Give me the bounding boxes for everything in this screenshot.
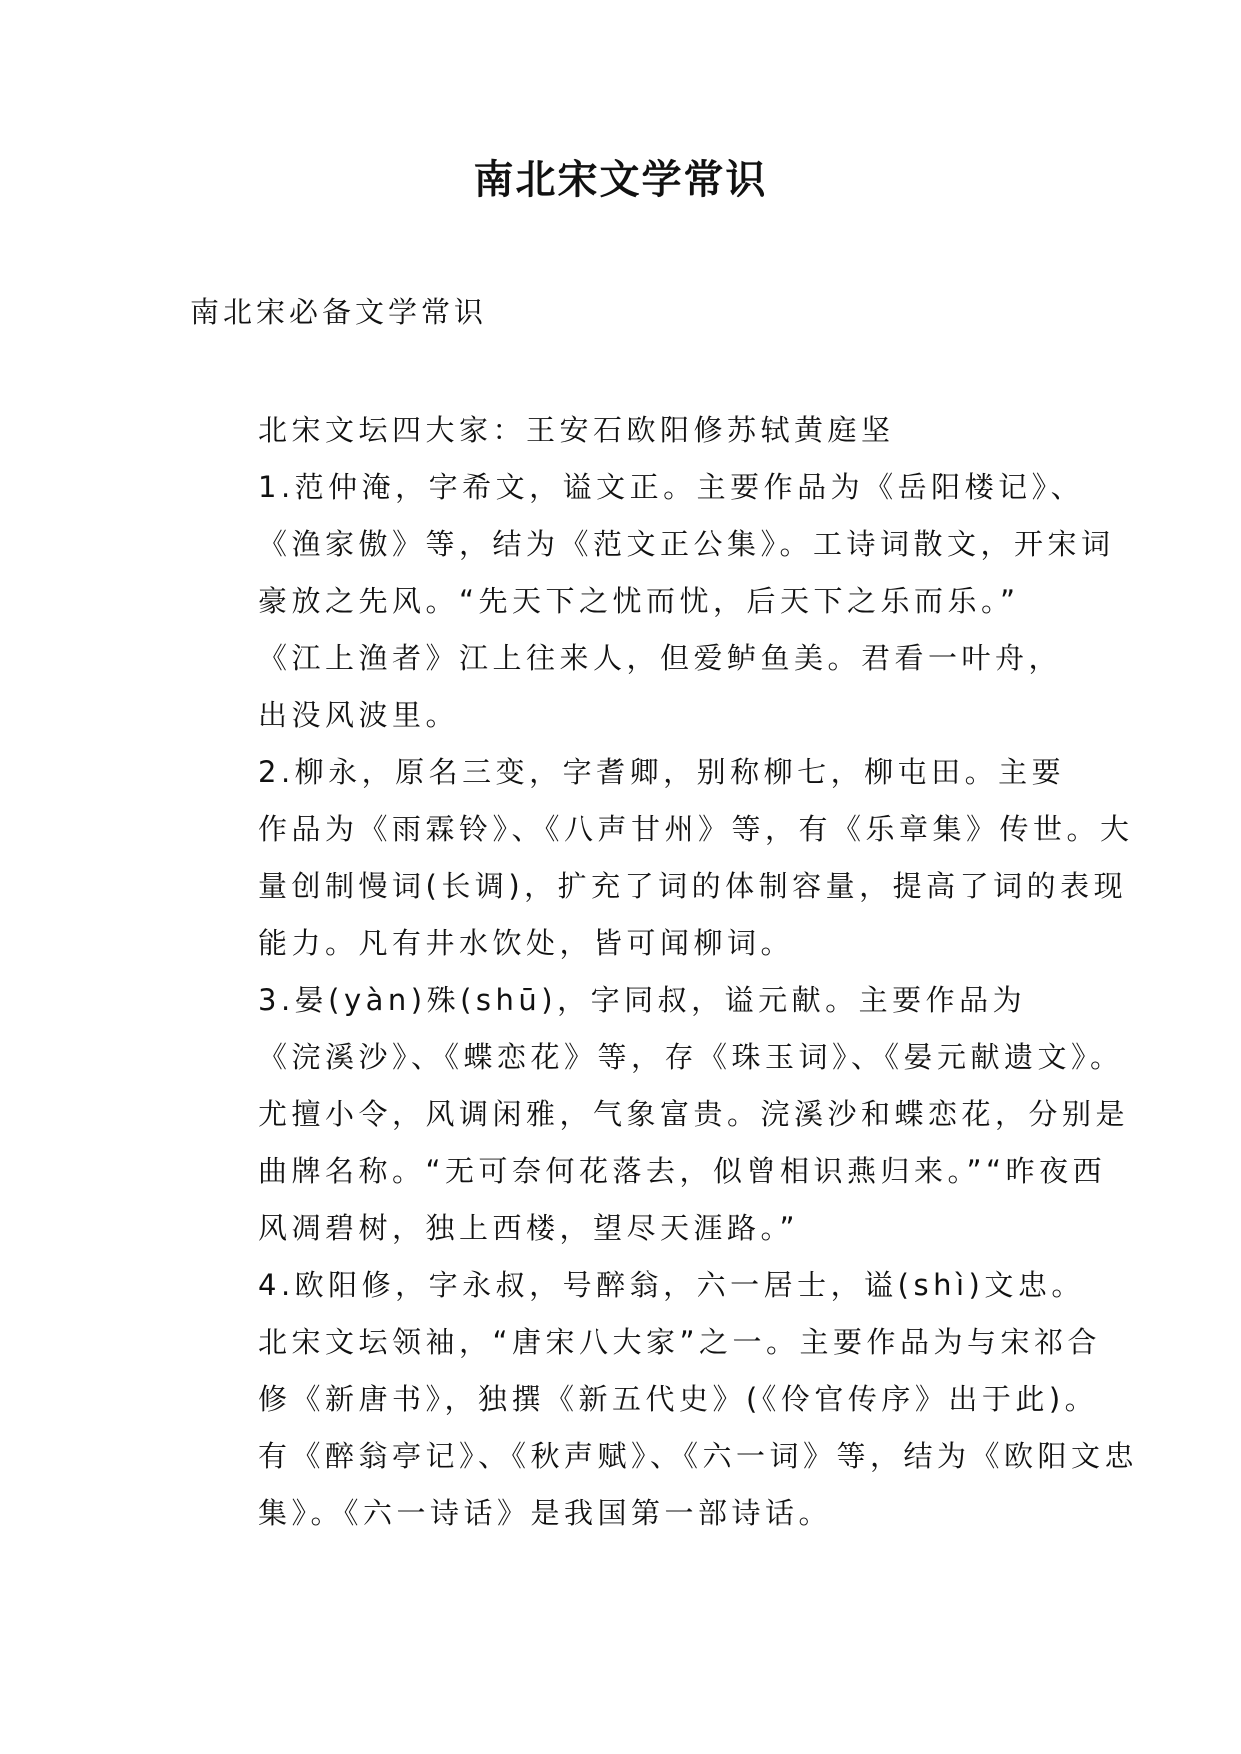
- text-line: 2.柳永，原名三变，字耆卿，别称柳七，柳屯田。主要: [258, 755, 1066, 789]
- paragraph: [190, 1257, 1139, 1542]
- text-line: 尤擅小令，风调闲雅，气象富贵。浣溪沙和蝶恋花，分别是: [258, 1097, 1130, 1131]
- text-line: 曲牌名称。“无可奈何花落去，似曾相识燕归来。”“昨夜西: [258, 1154, 1107, 1188]
- text-line: 作品为《雨霖铃》、《八声甘州》等，有《乐章集》传世。大: [258, 812, 1134, 846]
- paragraph: [190, 744, 1134, 972]
- document-body: [190, 402, 1139, 1542]
- text-line: 修《新唐书》，独撰《新五代史》(《伶官传序》出于此)。: [258, 1382, 1099, 1416]
- text-line: 北宋文坛领袖，“唐宋八大家”之一。主要作品为与宋祁合: [258, 1325, 1102, 1359]
- text-line: 风凋碧树，独上西楼，望尽天涯路。”: [258, 1211, 800, 1245]
- text-line: 1.范仲淹，字希文，谥文正。主要作品为《岳阳楼记》、: [258, 470, 1085, 504]
- text-line: 3.晏(yàn)殊(shū)，字同叔，谥元献。主要作品为: [258, 983, 1027, 1017]
- text-line: 北宋文坛四大家：王安石欧阳修苏轼黄庭坚: [258, 413, 895, 447]
- text-line: 集》。《六一诗话》是我国第一部诗话。: [258, 1496, 833, 1530]
- text-line: 《渔家傲》等，结为《范文正公集》。工诗词散文，开宋词: [258, 527, 1115, 561]
- paragraph: [190, 630, 1070, 744]
- text-line: 出没风波里。: [258, 698, 460, 732]
- text-line: 4.欧阳修，字永叔，号醉翁，六一居士，谥(shì)文忠。: [258, 1268, 1085, 1302]
- paragraph: [190, 459, 1115, 630]
- text-line: 能力。凡有井水饮处，皆可闻柳词。: [258, 926, 795, 960]
- document-subtitle: 南北宋必备文学常识: [190, 295, 488, 329]
- paragraph: [190, 972, 1130, 1257]
- paragraph: [190, 402, 1070, 459]
- text-line: 有《醉翁亭记》、《秋声赋》、《六一词》等，结为《欧阳文忠: [258, 1439, 1139, 1473]
- text-line: 《浣溪沙》、《蝶恋花》等，存《珠玉词》、《晏元献遗文》。: [258, 1040, 1124, 1074]
- text-line: 《江上渔者》江上往来人，但爱鲈鱼美。君看一叶舟，: [258, 641, 1063, 675]
- text-line: 量创制慢词(长调)，扩充了词的体制容量，提高了词的表现: [258, 869, 1128, 903]
- text-line: 豪放之先风。“先天下之忧而忧，后天下之乐而乐。”: [258, 584, 1020, 618]
- page-title: 南北宋文学常识: [473, 156, 768, 203]
